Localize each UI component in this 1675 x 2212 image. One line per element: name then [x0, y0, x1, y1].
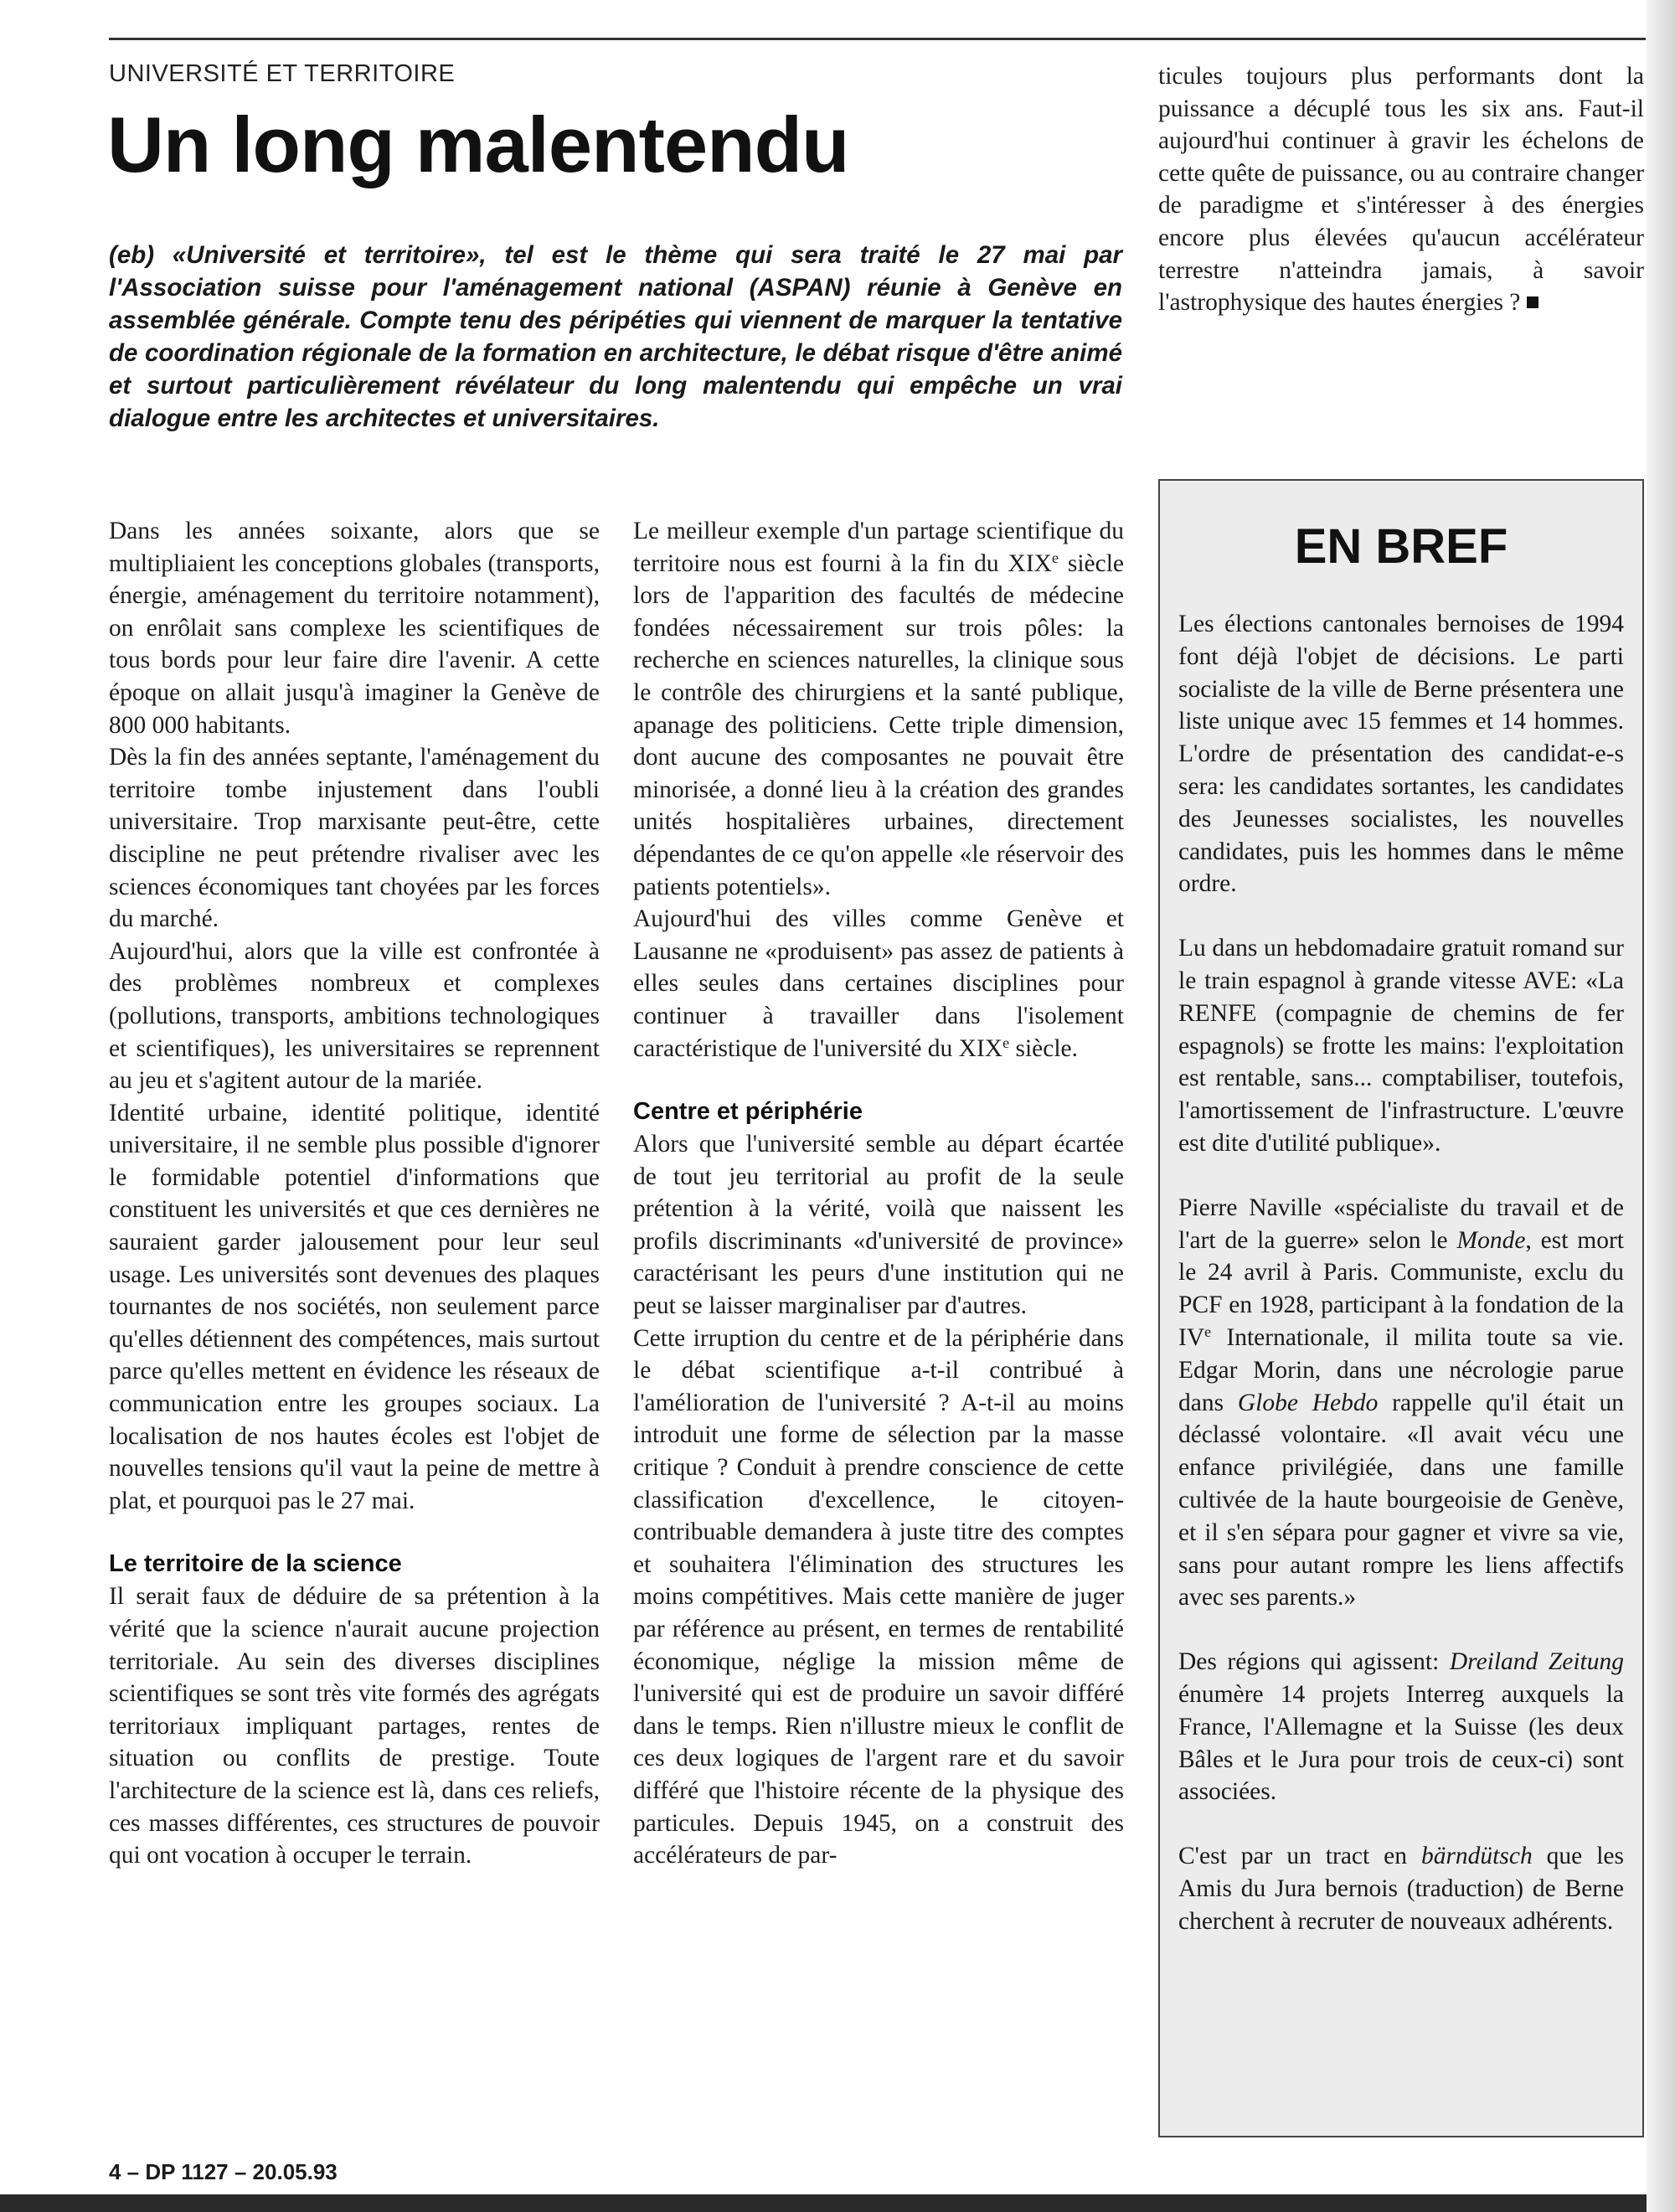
text-run: rappelle qu'il était un déclassé volontaire. «Il avait vécu une enfance privilégiée, dans une famille cultivée de la haute bourgeoisie de Genève, et il s'en sépara pour gagner et vivre sa vie, sans pour autant rompre les liens affectifs avec ses parents.»	[1178, 1389, 1624, 1611]
paragraph: Cette irruption du centre et de la périphérie dans le débat scientifique a-t-il contribué à l'amélioration de l'université ? A-t-il au moins introduit une forme de sélection par la masse critique ? Conduit à prendre conscience de cette classification d'excellence, le citoyen-contribuable demandera à juste titre des comptes et souhaitera l'élimination des structures les moins compétitives. Mais cette manière de juger par référence au présent, en termes de rentabilité économique, néglige la mission même de l'université qui est de produire un savoir différé dans le temps. Rien n'illustre mieux le conflit de ces deux logiques de l'argent rare et du savoir différé que l'histoire récente de la physique des particules. Depuis 1945, on a construit des accélérateurs de par-	[633, 1324, 1124, 1869]
text-run: Internationale, il milita toute sa vie. Edgar Morin, dans une nécrologie parue dans	[1178, 1323, 1624, 1416]
paragraph	[633, 515, 1124, 903]
en-bref-box	[1158, 479, 1644, 2137]
brief-item: Les élections cantonales bernoises de 1994 font déjà l'objet de décisions. Le parti socialiste de la ville de Berne présentera une liste unique avec 15 femmes et 14 hommes. L'ordre de présentation des candidat-e-s sera: les candidates sortantes, les candidates des Jeunesses socialistes, les nouvelles candidates, puis les hommes dans le même ordre.	[1178, 611, 1624, 898]
text-run: Des régions qui agissent:	[1178, 1648, 1450, 1676]
text-run: C'est par un tract en	[1178, 1843, 1421, 1870]
scan-bottom-edge	[0, 2194, 1675, 2212]
column-2	[633, 515, 1124, 1872]
paragraph	[1158, 60, 1644, 319]
brief-item	[1178, 1646, 1624, 1808]
paragraph: Il serait faux de déduire de sa prétention à la vérité que la science n'aurait aucune projection territoriale. Au sein des diverses disciplines scientifiques se sont très vite formés des agrégats territoriaux impliquant partages, rentes de situation ou conflits de prestige. Toute l'architecture de la science est là, dans ces reliefs, ces masses différentes, ces structures de pouvoir qui ont vocation à occuper le terrain.	[109, 1583, 600, 1869]
paragraph: Dès la fin des années septante, l'aménagement du territoire tombe injustement dans l'oubli universitaire. Trop marxisante peut-être, cette discipline ne peut prétendre rivaliser avec les sciences économiques tant choyées par les forces du marché.	[109, 744, 600, 933]
brief-item	[1178, 1192, 1624, 1614]
article-title: Un long malentendu	[107, 101, 849, 188]
text-run: Aujourd'hui des villes comme Genève et Lausanne ne «produisent» pas assez de patients à elles seules dans certaines disciplines pour continuer à travailler dans l'isolement caractéristique de l'université du XIX	[633, 905, 1124, 1062]
article-lead: (eb) «Université et territoire», tel est le thème qui sera traité le 27 mai par l'Association suisse pour l'aménagement national (ASPAN) réunie à Genève en assemblée générale. Compte tenu des péripéties qui viennent de marquer la tentative de coordination régionale de la formation en architecture, le débat risque d'être animé et surtout particulièrement révélateur du long malentendu qui empêche un vrai dialogue entre les architectes et universitaires.	[109, 241, 1122, 432]
box-body	[1160, 608, 1642, 1937]
superscript: e	[1002, 1034, 1010, 1051]
page-footer: 4 – DP 1127 – 20.05.93	[109, 2159, 338, 2184]
paragraph: Aujourd'hui, alors que la ville est confrontée à des problèmes nombreux et complexes (pollutions, transports, ambitions technologiques et scientifiques), les universitaires se reprennent au jeu et s'agitent autour de la mariée.	[109, 937, 600, 1095]
text-run: Pierre Naville «spécialiste du travail et de l'art de la guerre» selon le	[1178, 1194, 1624, 1254]
paragraph: Alors que l'université semble au départ écartée de tout jeu territorial au profit de la seule prétention à la vérité, voilà que naissent les profils discriminants «d'université de province» caractérisant les peurs d'une institution qui ne peut se laisser marginaliser par d'autres.	[633, 1131, 1124, 1320]
text-run: que les Amis du Jura bernois (traduction) de Berne cherchent à recruter de nouveaux adhérents.	[1178, 1843, 1624, 1935]
top-rule	[109, 38, 1646, 40]
subheading-centre-peripherie: Centre et périphérie	[633, 1098, 863, 1126]
text-run: Le meilleur exemple d'un partage scientifique du territoire nous est fourni à la fin du XIX	[633, 518, 1124, 577]
paragraph: Identité urbaine, identité politique, identité universitaire, il ne semble plus possible d'ignorer le formidable potentiel d'informations que constituent les universités et que ces dernières ne sauraient garder jalousement pour leur seul usage. Les universités sont devenues des plaques tournantes de nos sociétés, non seulement parce qu'elles détiennent des compétences, mais surtout parce qu'elles mettent en évidence les réseaux de communication entre les groupes sociaux. La localisation de nos hautes écoles est l'objet de nouvelles tensions qu'il vaut la peine de mettre à plat, et pourquoi pas le 27 mai.	[109, 1099, 600, 1514]
superscript: e	[1204, 1323, 1212, 1340]
scan-gutter-shadow	[1647, 0, 1675, 2212]
box-title: EN BREF	[1294, 519, 1508, 574]
column-1	[109, 515, 600, 1872]
paragraph	[633, 903, 1124, 1065]
brief-item: Lu dans un hebdomadaire gratuit romand sur le train espagnol à grande vitesse AVE: «La RENFE (compagnie de chemins de fer espagnols) se frotte les mains: l'exploitation est rentable, sans... comptabiliser, toutefois, l'amortissement de l'infrastructure. L'œuvre est dite d'utilité publique».	[1178, 935, 1624, 1157]
end-mark-icon	[1527, 296, 1538, 308]
column-3	[1158, 60, 1644, 319]
text-run: énumère 14 projets Interreg auxquels la France, l'Allemagne et la Suisse (les deux Bâles et le Jura pour trois de ceux-ci) sont associées.	[1178, 1680, 1624, 1806]
paragraph: Dans les années soixante, alors que se multipliaient les conceptions globales (transports, énergie, aménagement du territoire notamment), on enrôlait sans complexe les scientifiques de tous bords pour leur faire dire l'avenir. A cette époque on allait jusqu'à imaginer la Genève de 800 000 habitants.	[109, 518, 600, 739]
text-run: , est mort le 24 avril à Paris. Communiste, exclu du PCF en 1928, participant à la fondation de la IV	[1178, 1226, 1624, 1351]
emphasis: Monde	[1456, 1226, 1526, 1254]
subheading-territoire: Le territoire de la science	[109, 1550, 402, 1578]
text-run: siècle lors de l'apparition des facultés de médecine fondées nécessairement sur trois pôles: la recherche en sciences naturelles, la clinique sous le contrôle des chirurgiens et la santé publique, apanage des politiciens. Cette triple dimension, dont aucune des composantes ne pouvait être minorisée, a donné lieu à la création des grandes unités hospitalières urbaines, directement dépendantes de ce qu'on appelle «le réservoir des patients potentiels».	[633, 549, 1125, 900]
emphasis: bärndütsch	[1420, 1843, 1533, 1870]
brief-item	[1178, 1840, 1624, 1937]
superscript: e	[1051, 549, 1059, 566]
emphasis: Dreiland Zeitung	[1449, 1648, 1624, 1676]
emphasis: Globe Hebdo	[1237, 1389, 1379, 1416]
text-run: ticules toujours plus performants dont la puissance a décuplé tous les six ans. Faut-il aujourd'hui continuer à gravir les échelons de cette quête de puissance, ou au contraire changer de paradigme et s'intéresser à des énergies encore plus élevées qu'aucun accélérateur terrestre n'atteindra jamais, à savoir l'astrophysique des hautes énergies ?	[1158, 63, 1644, 317]
section-kicker: UNIVERSITÉ ET TERRITOIRE	[109, 60, 456, 87]
text-run: siècle.	[1009, 1034, 1078, 1062]
